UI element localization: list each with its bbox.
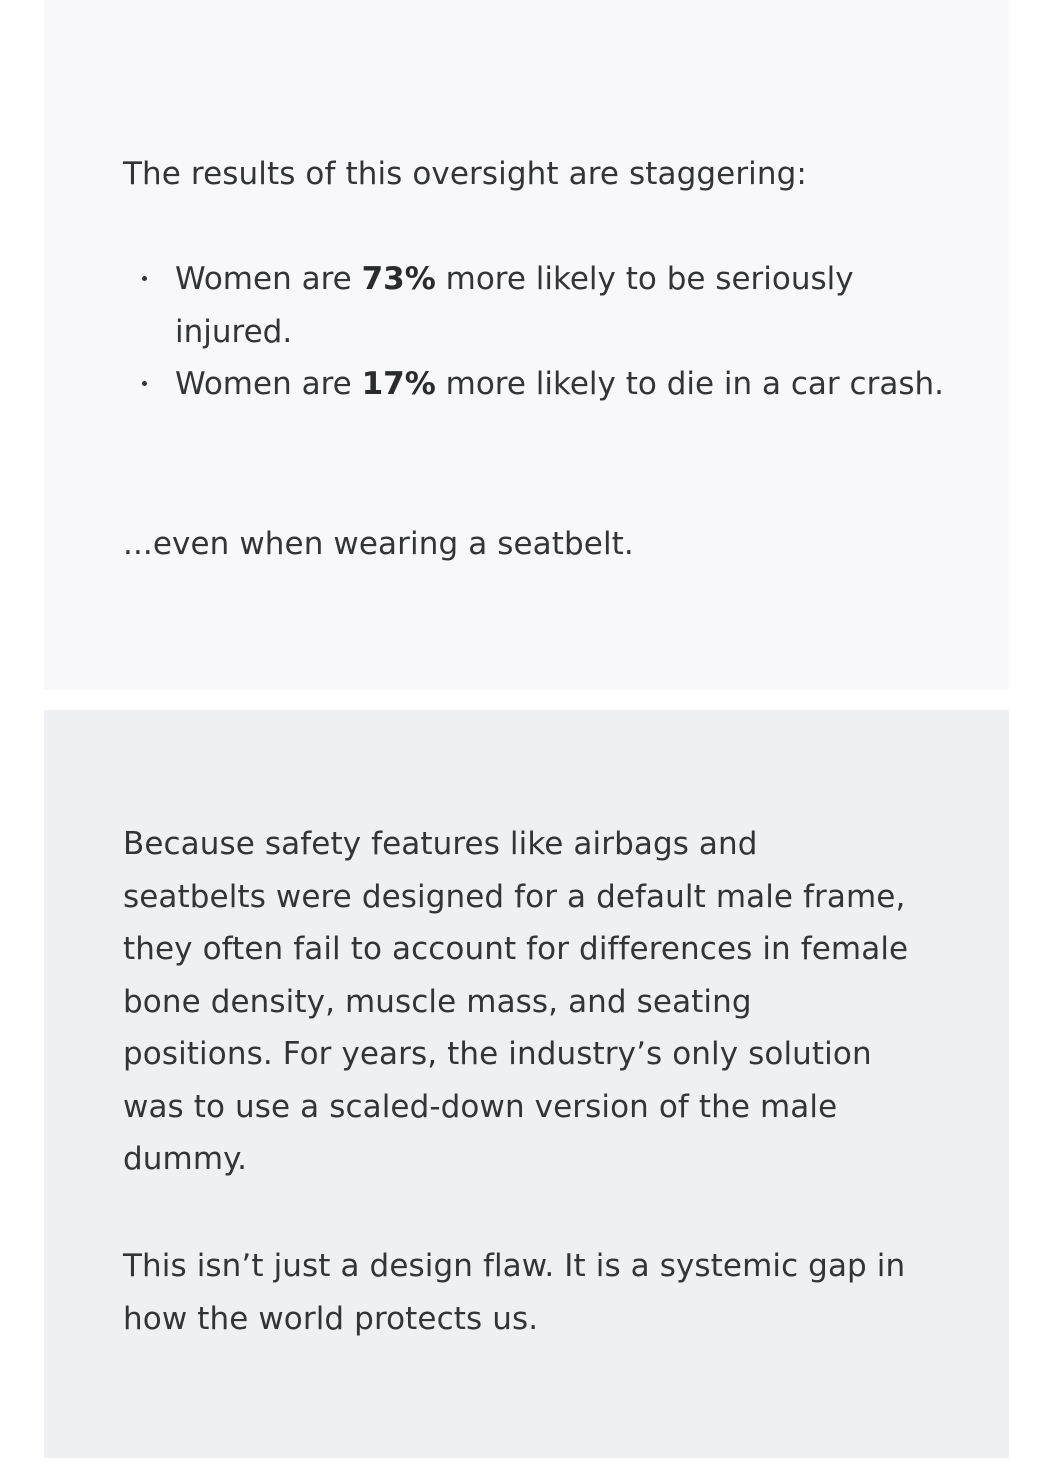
- stat-prefix: Women are: [175, 366, 362, 402]
- stats-card: [44, 0, 1009, 690]
- explanation-paragraph: Because safety features like airbags and seatbelts were designed for a default male frame, they often fail to account for differences in female bone density, muscle mass, and seating positions. For years, the industry’s only solution was to use a scaled-down version of the male dummy.: [123, 826, 909, 1177]
- list-item: [123, 253, 969, 358]
- stat-suffix: more likely to be seriously injured.: [175, 261, 854, 350]
- explanation-card: [44, 710, 1009, 1458]
- stat-value: 73%: [361, 261, 436, 297]
- list-item: [123, 358, 969, 411]
- bullet-icon: [142, 276, 147, 281]
- conclusion-paragraph: This isn’t just a design flaw. It is a systemic gap in how the world protects us.: [123, 1248, 906, 1337]
- bullet-icon: [142, 381, 147, 386]
- stat-suffix: more likely to die in a car crash.: [435, 366, 944, 402]
- stat-prefix: Women are: [175, 261, 362, 297]
- outro-text: ...even when wearing a seatbelt.: [123, 526, 634, 562]
- stats-list: [123, 253, 969, 411]
- stat-value: 17%: [361, 366, 436, 402]
- intro-text: The results of this oversight are staggering:: [123, 156, 807, 192]
